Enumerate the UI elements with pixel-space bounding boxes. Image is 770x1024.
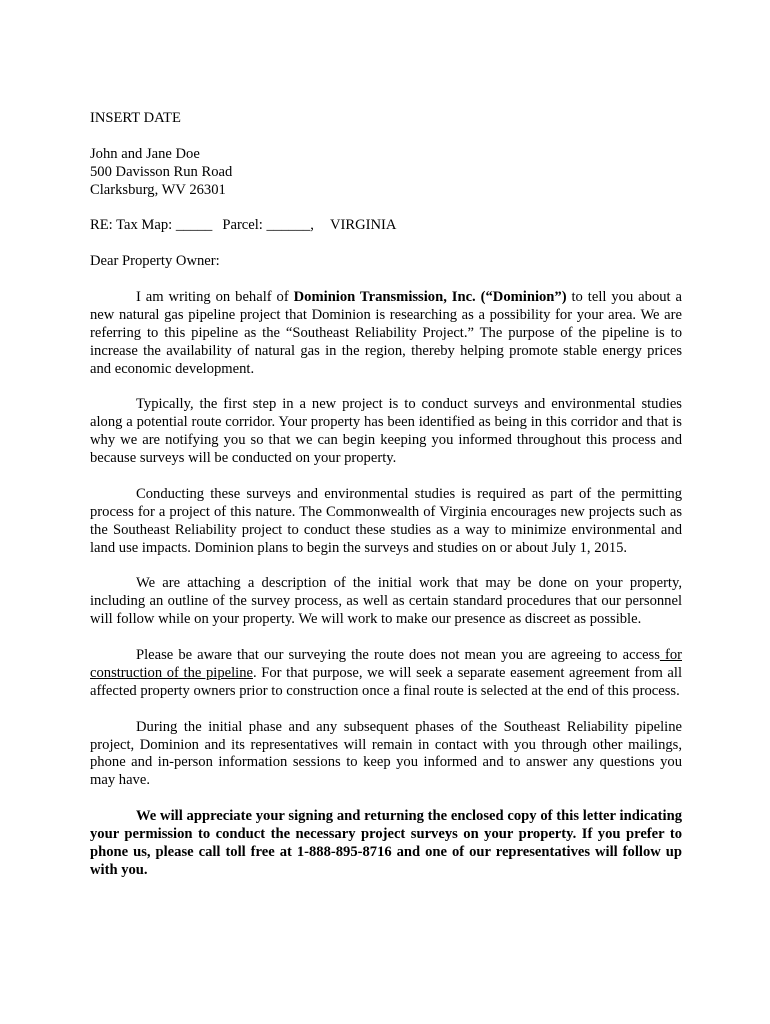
paragraph-3-text: Conducting these surveys and environmental studies is required as part of the permitting process for a project of this nature. The Commonwealth of Virginia encourages new projects such as the Southeast Reliability project to conduct these studies as a way to minimize environmental and land use impacts. Dominion plans to begin the surveys and studies on or about July 1, 2015. bbox=[90, 485, 682, 556]
paragraph-5-intro: Please be aware that our surveying the route does not mean you are agreeing to access bbox=[136, 647, 660, 664]
recipient-address bbox=[90, 146, 682, 200]
date-placeholder: INSERT DATE bbox=[90, 110, 181, 126]
company-name: Dominion Transmission, Inc. (“Dominion”) bbox=[293, 289, 567, 305]
paragraph-4 bbox=[90, 575, 682, 629]
paragraph-3 bbox=[90, 486, 682, 558]
letter-page bbox=[90, 110, 682, 880]
re-state: VIRGINIA bbox=[329, 217, 397, 234]
underlined-phrase: for construction of the pipeline bbox=[90, 647, 682, 681]
paragraph-5-body: . For that purpose, we will seek a separate easement agreement from all affected property owners prior to construction once a final route is selected at the end of this process. bbox=[90, 664, 682, 699]
re-tax-map: RE: Tax Map: _____ bbox=[90, 217, 213, 234]
paragraph-1 bbox=[90, 289, 682, 379]
paragraph-1-intro: I am writing on behalf of bbox=[136, 289, 294, 305]
closing-paragraph bbox=[90, 808, 682, 880]
recipient-street: 500 Davisson Run Road bbox=[90, 163, 233, 180]
closing-paragraph-text: We will appreciate your signing and returning the enclosed copy of this letter indicating your permission to conduct the necessary project surveys on your property. If you prefer to phone us, please call toll free at 1-888-895-8716 and one of our representatives will follow up with you. bbox=[90, 808, 682, 878]
re-parcel: Parcel: ______, bbox=[222, 217, 314, 234]
salutation: Dear Property Owner: bbox=[90, 253, 220, 270]
paragraph-5 bbox=[90, 647, 682, 701]
paragraph-2 bbox=[90, 396, 682, 468]
paragraph-4-text: We are attaching a description of the initial work that may be done on your property, including an outline of the survey process, as well as certain standard procedures that our personnel will follow while on your property. We will work to make our presence as discreet as possible. bbox=[90, 575, 682, 628]
paragraph-6 bbox=[90, 719, 682, 791]
paragraph-1-body: to tell you about a new natural gas pipeline project that Dominion is researching as a possibility for your area. We are referring to this pipeline as the “Southeast Reliability Project.” The purpose of the pipeline is to increase the availability of natural gas in the region, thereby helping promote stable energy prices and economic development. bbox=[90, 289, 683, 377]
paragraph-6-text: During the initial phase and any subsequent phases of the Southeast Reliability pipeline project, Dominion and its representatives will remain in contact with you through other mailings, phone and in-person information sessions to keep you informed and to answer any questions you may have. bbox=[90, 718, 682, 789]
paragraph-2-text: Typically, the first step in a new project is to conduct surveys and environmental studies along a potential route corridor. Your property has been identified as being in this corridor and that is why we are notifying you so that we can begin keeping you informed throughout this process and because surveys will be conducted on your property. bbox=[90, 396, 682, 467]
re-line bbox=[90, 217, 682, 235]
recipient-city-state-zip: Clarksburg, WV 26301 bbox=[90, 181, 226, 198]
recipient-name: John and Jane Doe bbox=[90, 145, 200, 162]
